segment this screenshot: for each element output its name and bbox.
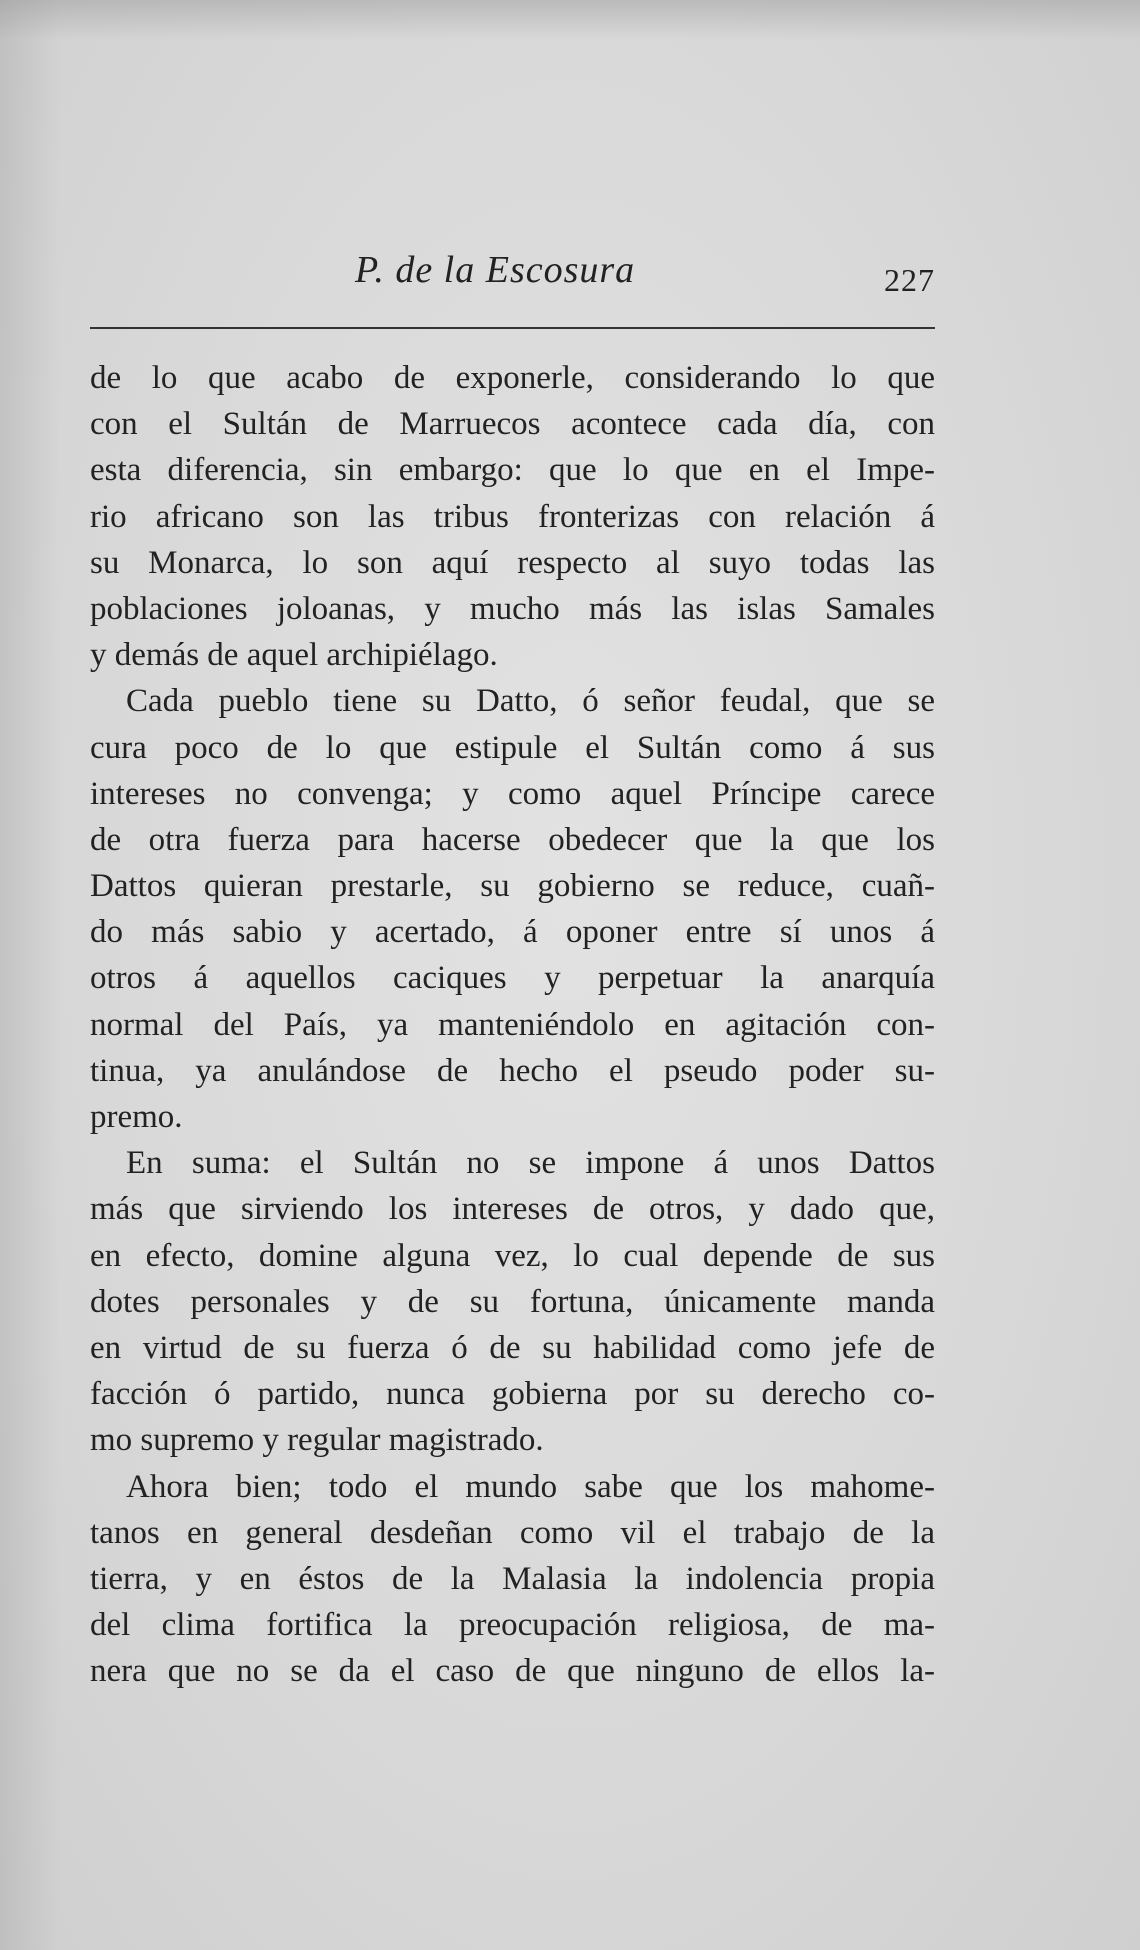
text-line: normal del País, ya manteniéndolo en agitación con- [90, 1006, 935, 1043]
text-line: rio africano son las tribus fronterizas con relación á [90, 498, 935, 535]
text-line: con el Sultán de Marruecos acontece cada día, con [90, 406, 935, 443]
text-line: y demás de aquel archipiélago. [90, 637, 498, 674]
page-number: 227 [884, 262, 935, 298]
page-header [90, 248, 935, 308]
text-line: en virtud de su fuerza ó de su habilidad como jefe de [90, 1329, 935, 1366]
text-line: en efecto, domine alguna vez, lo cual depende de sus [90, 1237, 935, 1274]
text-line: tierra, y en éstos de la Malasia la indolencia propia [90, 1560, 935, 1597]
text-line: premo. [90, 1099, 183, 1135]
text-line: tinua, ya anulándose de hecho el pseudo poder su- [90, 1052, 935, 1089]
text-line: de lo que acabo de exponerle, considerando lo que [90, 360, 935, 396]
text-line: de otra fuerza para hacerse obedecer que la que los [90, 821, 935, 858]
text-line: mo supremo y regular magistrado. [90, 1422, 544, 1459]
page-top-shadow [0, 0, 1140, 40]
text-line: su Monarca, lo son aquí respecto al suyo todas las [90, 544, 935, 581]
text-line: Dattos quieran prestarle, su gobierno se reduce, cuañ- [90, 868, 935, 905]
text-line: intereses no convenga; y como aquel Príncipe carece [90, 775, 935, 812]
text-line: del clima fortifica la preocupación religiosa, de ma- [90, 1607, 935, 1644]
text-line: En suma: el Sultán no se impone á unos Dattos [126, 1145, 935, 1182]
text-line: Ahora bien; todo el mundo sabe que los mahome- [126, 1468, 935, 1505]
text-line: nera que no se da el caso de que ninguno de ellos la- [90, 1653, 935, 1690]
page-edge-shadow [0, 0, 60, 1950]
text-line: facción ó partido, nunca gobierna por su derecho co- [90, 1376, 935, 1413]
text-line: dotes personales y de su fortuna, únicamente manda [90, 1283, 935, 1320]
text-line: otros á aquellos caciques y perpetuar la anarquía [90, 960, 935, 997]
text-line: Cada pueblo tiene su Datto, ó señor feudal, que se [126, 683, 935, 720]
text-line: poblaciones joloanas, y mucho más las islas Samales [90, 590, 935, 627]
running-head: P. de la Escosura [355, 249, 636, 291]
text-line: más que sirviendo los intereses de otros, y dado que, [90, 1191, 935, 1228]
text-line: do más sabio y acertado, á oponer entre sí unos á [90, 914, 935, 951]
body-text [90, 355, 935, 1694]
text-line: cura poco de lo que estipule el Sultán como á sus [90, 729, 935, 766]
header-rule [90, 327, 935, 329]
text-line: tanos en general desdeñan como vil el trabajo de la [90, 1514, 935, 1551]
text-line: esta diferencia, sin embargo: que lo que en el Impe- [90, 452, 935, 489]
